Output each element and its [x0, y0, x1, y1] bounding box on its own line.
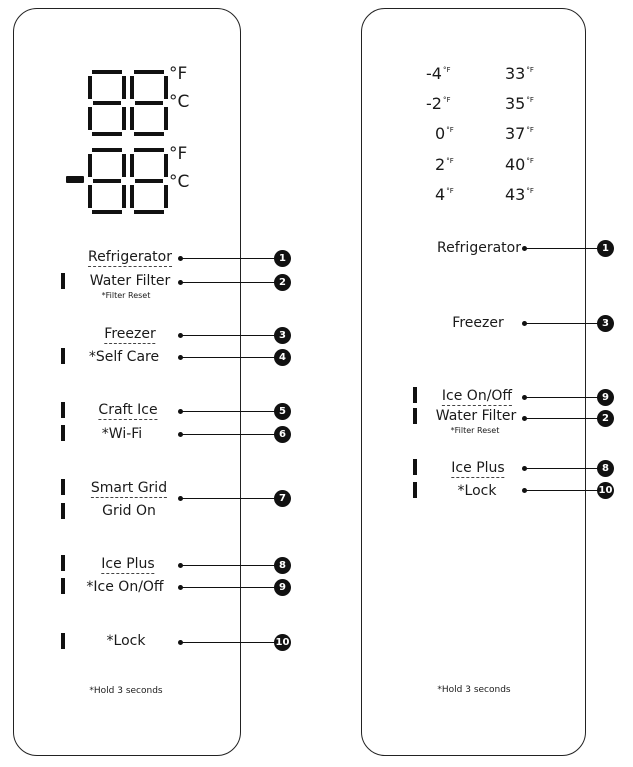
temp-fridge-3: $37^{^\circ F}$: [505, 124, 534, 143]
hold-note-r: *Hold 3 seconds: [437, 685, 511, 695]
indicator-bar: [413, 408, 417, 424]
connector-line: [525, 323, 598, 324]
callout-8: 8: [274, 557, 291, 574]
callout-1-r: 1: [597, 240, 614, 257]
unit-c-top: °C: [169, 92, 190, 112]
indicator-bar: [61, 425, 65, 441]
connector-line: [181, 434, 275, 435]
label-filter-reset-r: *Filter Reset: [450, 426, 500, 435]
unit-f-bottom: °F: [169, 144, 188, 164]
label-ice-plus-r[interactable]: Ice Plus: [451, 460, 505, 476]
indicator-bar: [413, 482, 417, 498]
temp-fridge-5: $43^{^\circ F}$: [505, 185, 534, 204]
callout-5: 5: [274, 403, 291, 420]
callout-2: 2: [274, 274, 291, 291]
label-water-filter-r[interactable]: Water Filter: [435, 408, 517, 424]
label-wifi[interactable]: *Wi-Fi: [101, 426, 143, 442]
label-water-filter[interactable]: Water Filter: [89, 273, 171, 289]
indicator-bar: [413, 459, 417, 475]
seg-digit-1: [90, 72, 124, 134]
label-lock-r[interactable]: *Lock: [457, 483, 497, 499]
minus-segment: [66, 176, 84, 183]
seg-digit-3: [90, 150, 124, 212]
connector-line: [181, 258, 275, 259]
unit-c-bottom: °C: [169, 172, 190, 192]
temp-fridge-2: $35^{^\circ F}$: [505, 94, 534, 113]
label-refrigerator[interactable]: Refrigerator: [88, 249, 172, 265]
connector-line: [181, 642, 275, 643]
indicator-bar: [61, 348, 65, 364]
temp-fridge-1: $33^{^\circ F}$: [505, 64, 534, 83]
label-craft-ice[interactable]: Craft Ice: [98, 402, 158, 418]
temp-freezer-1: $-4^{^\circ F}$: [426, 64, 451, 83]
connector-line: [181, 357, 275, 358]
label-ice-plus[interactable]: Ice Plus: [101, 556, 155, 572]
callout-7: 7: [274, 490, 291, 507]
indicator-bar: [61, 503, 65, 519]
temp-freezer-2: $-2^{^\circ F}$: [426, 94, 451, 113]
temp-fridge-4: $40^{^\circ F}$: [505, 155, 534, 174]
unit-f-top: °F: [169, 64, 188, 84]
seg-digit-2: [132, 72, 166, 134]
connector-line: [181, 411, 275, 412]
callout-10-r: 10: [597, 482, 614, 499]
label-refrigerator-r[interactable]: Refrigerator: [437, 240, 521, 256]
callout-8-r: 8: [597, 460, 614, 477]
label-grid-on[interactable]: Grid On: [102, 503, 156, 519]
callout-4: 4: [274, 349, 291, 366]
connector-line: [525, 418, 598, 419]
callout-9: 9: [274, 579, 291, 596]
connector-line: [181, 335, 275, 336]
indicator-bar: [61, 273, 65, 289]
indicator-bar: [61, 402, 65, 418]
label-freezer-r[interactable]: Freezer: [452, 315, 504, 331]
callout-3-r: 3: [597, 315, 614, 332]
label-filter-reset: *Filter Reset: [101, 291, 151, 300]
callout-10: 10: [274, 634, 291, 651]
label-ice-on-off-r[interactable]: Ice On/Off: [441, 388, 513, 404]
temp-freezer-4: $2^{^\circ F}$: [435, 155, 454, 174]
callout-1: 1: [274, 250, 291, 267]
hold-note: *Hold 3 seconds: [89, 686, 163, 696]
callout-2-r: 2: [597, 410, 614, 427]
connector-line: [525, 397, 598, 398]
indicator-bar: [61, 633, 65, 649]
connector-line: [525, 468, 598, 469]
indicator-bar: [413, 387, 417, 403]
seg-digit-4: [132, 150, 166, 212]
callout-6: 6: [274, 426, 291, 443]
indicator-bar: [61, 578, 65, 594]
label-ice-on-off[interactable]: *Ice On/Off: [86, 579, 164, 595]
connector-line: [525, 490, 598, 491]
connector-line: [181, 587, 275, 588]
callout-9-r: 9: [597, 389, 614, 406]
temp-freezer-5: $4^{^\circ F}$: [435, 185, 454, 204]
connector-line: [181, 282, 275, 283]
label-lock[interactable]: *Lock: [106, 633, 146, 649]
connector-line: [181, 498, 275, 499]
temp-freezer-3: $0^{^\circ F}$: [435, 124, 454, 143]
label-freezer[interactable]: Freezer: [104, 326, 156, 342]
indicator-bar: [61, 555, 65, 571]
callout-3: 3: [274, 327, 291, 344]
label-self-care[interactable]: *Self Care: [88, 349, 160, 365]
connector-line: [525, 248, 598, 249]
control-panel-right: [361, 8, 586, 756]
label-smart-grid[interactable]: Smart Grid: [90, 480, 168, 496]
connector-line: [181, 565, 275, 566]
indicator-bar: [61, 479, 65, 495]
